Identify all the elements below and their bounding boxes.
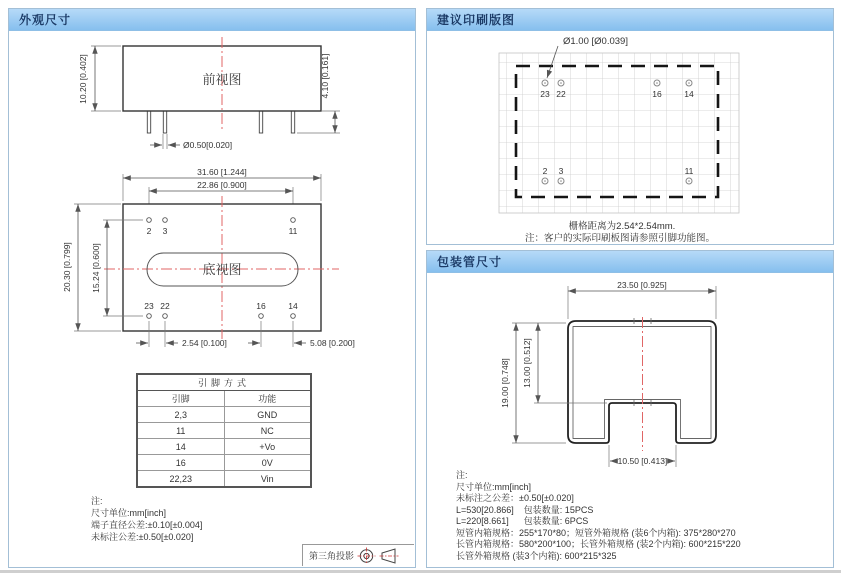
note-line: 未标注之公差：±0.50[±0.020] [456, 493, 574, 503]
packaging-tube-panel [426, 250, 834, 568]
tube-height-dim: 19.00 [0.748] [500, 358, 510, 408]
table-row [137, 471, 311, 488]
projection-label: 第三角投影 [309, 551, 355, 561]
pin-label-22: 22 [160, 301, 170, 311]
pcb-grid [499, 53, 739, 213]
note-line: 未标注公差:±0.50[±0.020] [91, 532, 194, 542]
projection-box [302, 544, 414, 566]
pin-row-span-dim: 15.24 [0.600] [91, 243, 101, 293]
tube-slot-dim: 10.50 [0.413] [617, 456, 668, 466]
pin-label-11: 11 [288, 226, 298, 236]
table-row [137, 407, 311, 423]
pin-span-dim: 22.86 [0.900] [197, 180, 247, 190]
body-width-dim: 31.60 [1.244] [197, 167, 247, 177]
pin-length-extension-lines [297, 111, 340, 133]
front-view-pins [147, 111, 294, 133]
tube-panel-title: 包装管尺寸 [427, 251, 833, 273]
table-cell: NC [224, 423, 311, 439]
tube-section-drawing [427, 273, 835, 473]
note-line: 短管内箱规格：255*170*80；短管外箱规格 (装6个内箱): 375*280*270 [456, 527, 736, 538]
note-line: 尺寸单位:mm[inch] [91, 508, 167, 518]
pcb-hole-label-11: 11 [684, 166, 694, 176]
pcb-hole-label-16: 16 [652, 89, 662, 99]
pin-table-title: 引脚方式 [137, 374, 311, 391]
pin-label-14: 14 [288, 301, 298, 311]
pin-dia-extension-lines [163, 134, 167, 149]
table-row [137, 439, 311, 455]
tube-notes [456, 470, 741, 562]
table-cell: 14 [137, 439, 224, 455]
outline-dimensions-panel [8, 8, 416, 568]
bottom-view-label: 底视图 [202, 262, 242, 277]
table-cell: Vin [224, 471, 311, 488]
note-line: 长管外箱规格 (装3个内箱): 600*215*325 [456, 550, 617, 561]
note-line: L=220[8.661] 包装数量: 6PCS [456, 516, 589, 526]
note-line: 长管内箱规格：580*200*100；长管外箱规格 (装2个内箱): 600*215*220 [456, 539, 741, 549]
pin-table-header-pin: 引脚 [137, 391, 224, 407]
table-cell: 22,23 [137, 471, 224, 488]
pcb-hole-label-2: 2 [542, 166, 548, 176]
pcb-panel-title: 建议印刷版图 [427, 9, 833, 31]
pcb-hole-label-23: 23 [540, 89, 550, 99]
pcb-note: 注：客户的实际印刷板图请参照引脚功能图。 [525, 233, 716, 244]
note-line: 注: [91, 496, 103, 506]
outline-drawings [9, 31, 417, 371]
projection-cone-icon [379, 547, 399, 565]
tube-inner-height-dim: 13.00 [0.512] [522, 338, 532, 388]
pin-length-dim: 4.10 [0.161] [320, 53, 330, 99]
table-cell: 2,3 [137, 407, 224, 423]
pin-table-header-function: 功能 [224, 391, 311, 407]
projection-circle-icon [357, 547, 376, 565]
outline-notes [91, 495, 202, 543]
pin-label-23: 23 [144, 301, 154, 311]
front-view-drawing [78, 37, 340, 150]
pin-dia-dim: Ø0.50[0.020] [183, 140, 233, 150]
hole-dia-dim: Ø1.00 [Ø0.039] [563, 36, 628, 47]
table-cell: 11 [137, 423, 224, 439]
note-line: 注: [456, 470, 468, 480]
note-line: L=530[20.866] 包装数量: 15PCS [456, 504, 594, 515]
note-line: 尺寸单位:mm[inch] [456, 481, 532, 492]
pitch-left-dim: 2.54 [0.100] [182, 338, 227, 348]
bottom-view-drawing [62, 167, 355, 348]
outline-panel-title: 外观尺寸 [9, 9, 415, 31]
front-view-label: 前视图 [202, 72, 242, 87]
table-cell: GND [224, 407, 311, 423]
pin-function-table [136, 373, 312, 488]
table-cell: 0V [224, 455, 311, 471]
pin-label-16: 16 [256, 301, 266, 311]
table-cell: +Vo [224, 439, 311, 455]
pcb-hole-label-14: 14 [684, 89, 694, 99]
pcb-layout-panel [426, 8, 834, 245]
body-depth-dim: 20.30 [0.799] [62, 242, 72, 292]
front-height-extension-lines [91, 46, 121, 111]
table-row [137, 423, 311, 439]
front-height-dim: 10.20 [0.402] [78, 54, 88, 104]
pin-label-2: 2 [146, 226, 152, 236]
pcb-grid-note: 栅格距离为2.54*2.54mm. [568, 221, 676, 232]
pitch-right-dim: 5.08 [0.200] [310, 338, 355, 348]
note-line: 端子直径公差:±0.10[±0.004] [91, 520, 203, 530]
table-cell: 16 [137, 455, 224, 471]
pcb-hole-label-22: 22 [556, 89, 566, 99]
pcb-hole-label-3: 3 [558, 166, 564, 176]
pcb-layout-drawing [427, 31, 835, 245]
pin-label-3: 3 [162, 226, 168, 236]
table-row [137, 455, 311, 471]
tube-width-dim: 23.50 [0.925] [617, 280, 667, 290]
